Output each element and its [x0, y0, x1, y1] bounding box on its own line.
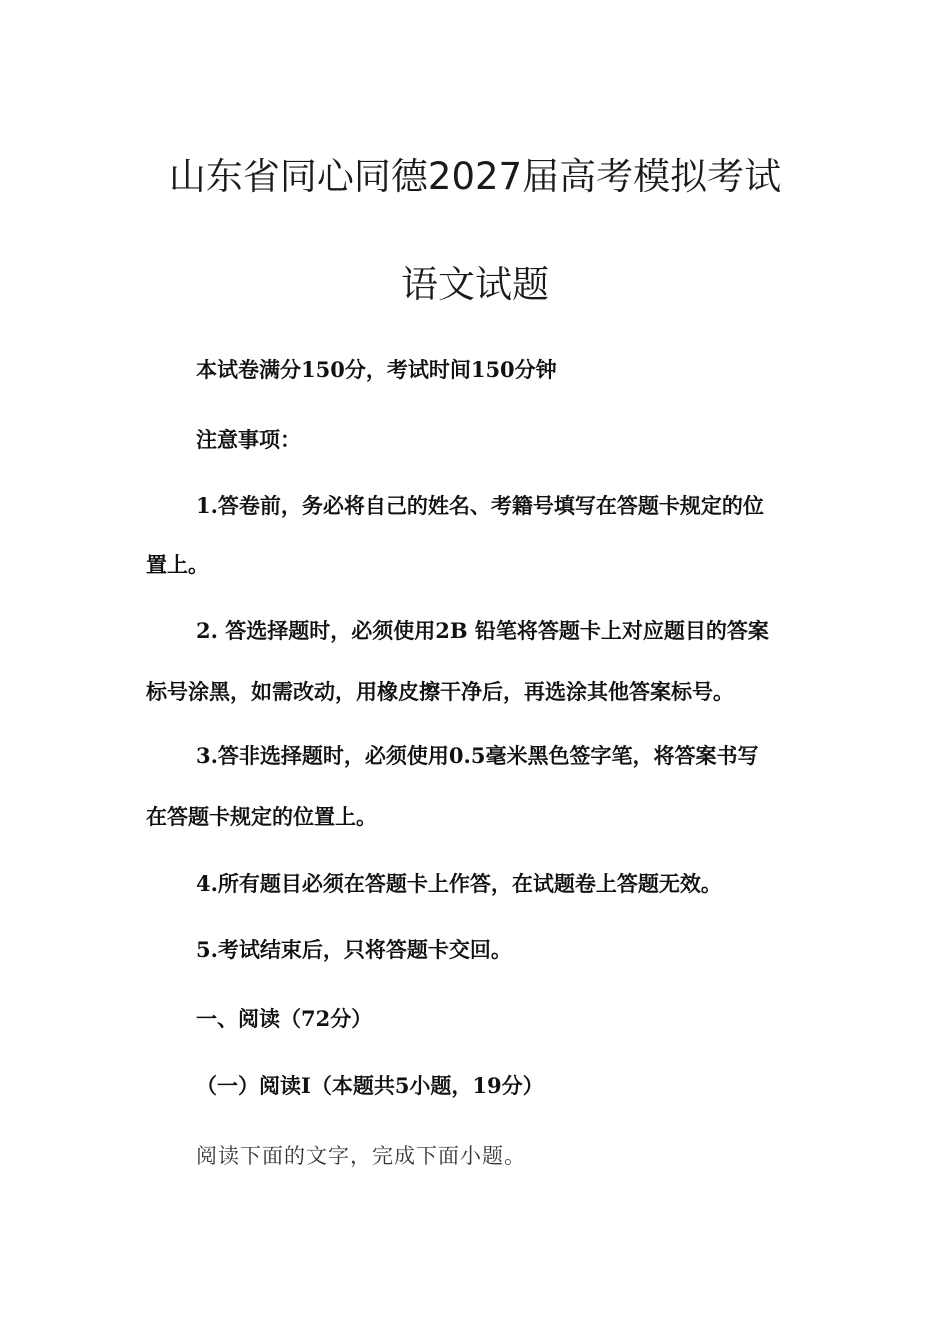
- notice-2-line-2: 标号涂黑，如需改动，用橡皮擦干净后，再选涂其他答案标号。: [146, 679, 734, 704]
- notice-1-line-1: 1.答卷前，务必将自己的姓名、考籍号填写在答题卡规定的位: [196, 493, 764, 518]
- section-heading: 一、阅读（72分）: [196, 1006, 373, 1031]
- notice-1-line-2: 置上。: [146, 552, 209, 577]
- notice-4-line: 4.所有题目必须在答题卡上作答，在试题卷上答题无效。: [196, 871, 722, 896]
- notice-5-line: 5.考试结束后，只将答题卡交回。: [196, 937, 512, 962]
- reading-instruction: 阅读下面的文字，完成下面小题。: [196, 1144, 526, 1168]
- notice-heading: 注意事项：: [196, 427, 301, 452]
- notice-2-line-1: 2. 答选择题时，必须使用2B 铅笔将答题卡上对应题目的答案: [196, 618, 769, 643]
- score-time-line: 本试卷满分150分，考试时间150分钟: [196, 357, 557, 382]
- exam-subject-title: 语文试题: [401, 263, 549, 306]
- notice-3-line-2: 在答题卡规定的位置上。: [146, 804, 377, 829]
- notice-3-line-1: 3.答非选择题时，必须使用0.5毫米黑色签字笔，将答案书写: [196, 743, 759, 768]
- section-subheading: （一）阅读Ⅰ（本题共5小题，19分）: [196, 1073, 544, 1098]
- exam-title: 山东省同心同德2027届高考模拟考试: [168, 155, 782, 198]
